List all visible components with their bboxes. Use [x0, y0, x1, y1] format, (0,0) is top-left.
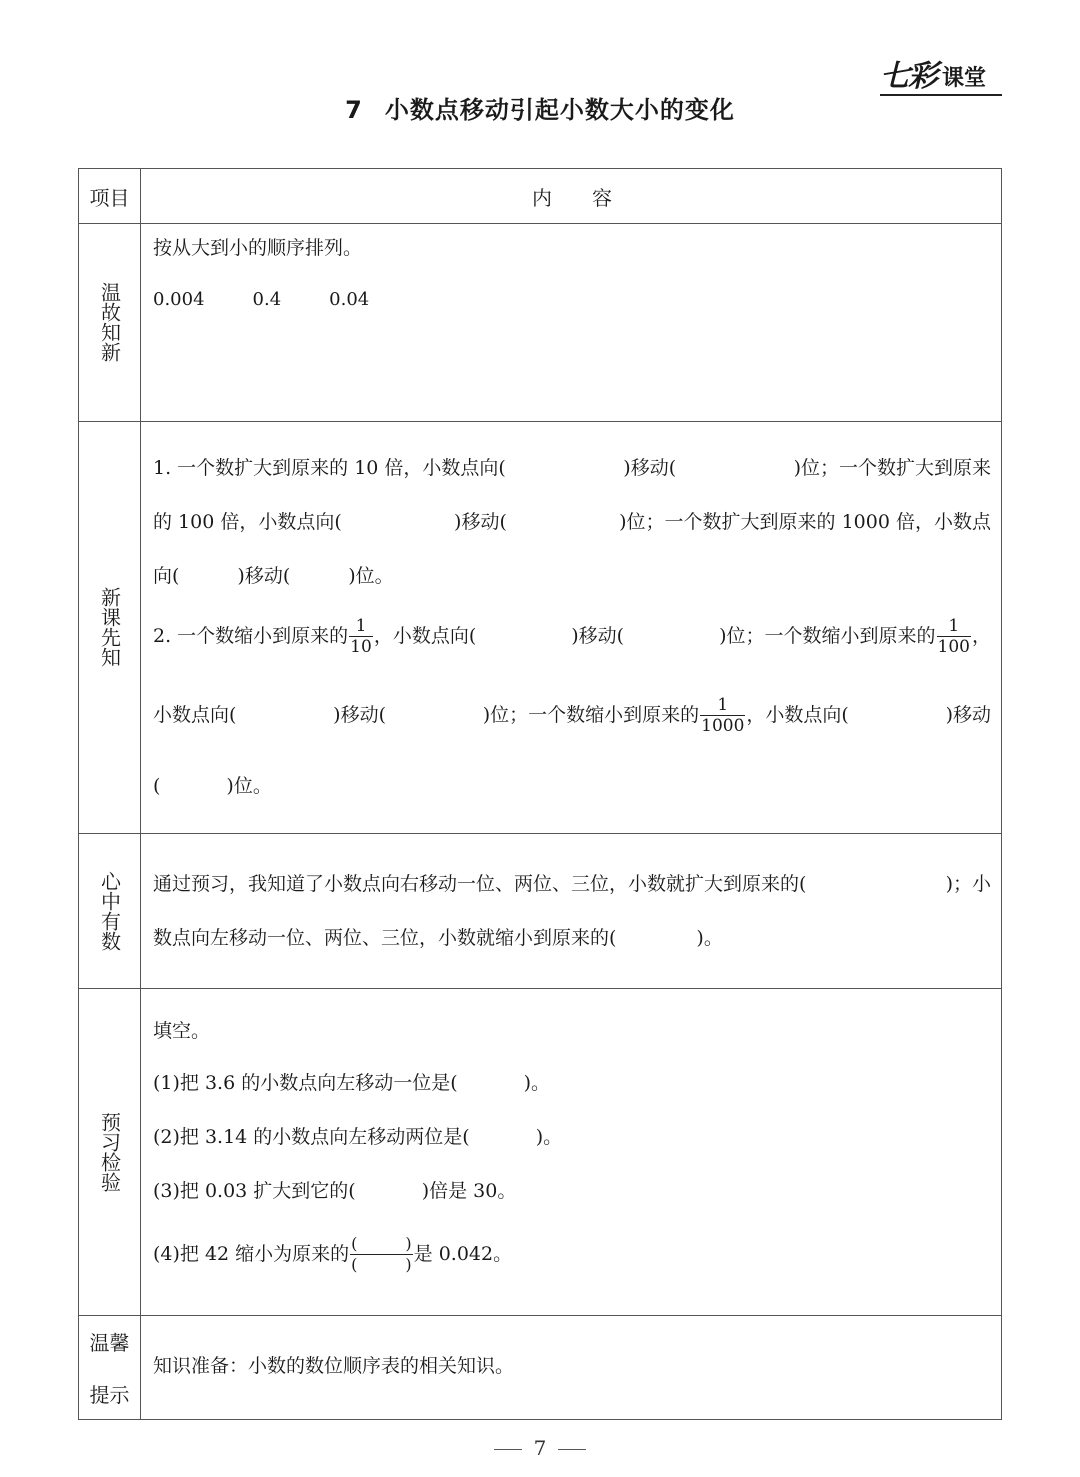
- summary-line1-text: 通过预习，我知道了小数点向右移动一位、两位、三位，小数就扩大到原来的(: [153, 873, 807, 895]
- new-lesson-label: 新课先知: [97, 587, 122, 667]
- tips-text: 知识准备：小数的数位顺序表的相关知识。: [153, 1355, 515, 1377]
- number-item: 0.04: [329, 289, 370, 310]
- check-q4-text: 是 0.042。: [413, 1243, 513, 1265]
- q2-line1-text: 2. 一个数缩小到原来的: [153, 625, 349, 647]
- brand-main-text: 七彩: [880, 59, 936, 94]
- check-label: 预习检验: [97, 1111, 122, 1192]
- header-item-cell: [79, 169, 140, 223]
- summary-line2: [153, 923, 723, 953]
- summary-content: [153, 833, 993, 988]
- summary-label-cell: [79, 833, 140, 988]
- q1-line3-text: 向(: [153, 565, 180, 587]
- fraction-one-hundredth: $\frac{1}{100}$: [937, 615, 970, 657]
- q2-line1-text: )移动(: [571, 625, 625, 647]
- q1-line2: [153, 507, 991, 537]
- header-item: 项目: [89, 185, 130, 210]
- blank-fraction: $\frac{( )}{( )}$: [351, 1233, 412, 1274]
- summary-line2-text: )。: [696, 927, 723, 949]
- q1-line1-text: )位；一个数扩大到原来: [793, 457, 991, 479]
- q1-line1-text: 1. 一个数扩大到原来的 10 倍，小数点向(: [153, 457, 506, 479]
- q2-line2-text: )位；一个数缩小到原来的: [482, 704, 700, 726]
- summary-line1: [153, 869, 991, 899]
- review-label: 温故知新: [97, 282, 122, 362]
- page-number: [0, 1436, 1080, 1460]
- column-divider: [140, 169, 141, 1419]
- review-numbers: [153, 285, 369, 315]
- page-number-text: 7: [533, 1436, 547, 1460]
- number-item: 0.4: [252, 289, 282, 310]
- check-q3: [153, 1176, 516, 1206]
- check-q3-text: )倍是 30。: [421, 1180, 517, 1202]
- q1-line2-text: )位；一个数扩大到原来的 1000 倍，小数点: [619, 511, 991, 533]
- check-q4: [153, 1232, 512, 1276]
- q2-line1: [153, 615, 991, 657]
- q2-line2-text: )移动(: [333, 704, 386, 726]
- check-q2-text: )。: [535, 1126, 563, 1148]
- q2-line3: [153, 771, 272, 801]
- q1-line3-text: )移动(: [237, 565, 291, 587]
- check-q1-text: (1)把 3.6 的小数点向左移动一位是(: [153, 1072, 458, 1094]
- review-label-cell: [79, 223, 140, 421]
- tips-label-cell: [79, 1315, 140, 1419]
- dash-right: [558, 1449, 586, 1450]
- lesson-title: 小数点移动引起小数大小的变化: [384, 96, 735, 124]
- q1-line2-text: 的 100 倍，小数点向(: [153, 511, 342, 533]
- review-content: [153, 223, 993, 421]
- header-content: 内 容: [532, 185, 612, 210]
- check-content: [153, 988, 993, 1315]
- check-q2: [153, 1122, 562, 1152]
- summary-label: 心中有数: [97, 870, 122, 951]
- q1-line1-text: )移动(: [623, 457, 677, 479]
- q1-line3-text: )位。: [348, 565, 394, 587]
- dash-left: [494, 1449, 522, 1450]
- q2-line2-text: ，小数点向(: [746, 704, 849, 726]
- check-q3-text: (3)把 0.03 扩大到它的(: [153, 1180, 356, 1202]
- fraction-one-tenth: $\frac{1}{10}$: [350, 615, 372, 657]
- header-content-cell: [141, 169, 1003, 223]
- summary-line1-text: )；小: [945, 873, 991, 895]
- number-item: 0.004: [153, 289, 205, 310]
- tips-content: [153, 1315, 993, 1419]
- q2-line2-text: )移动: [945, 704, 991, 726]
- q1-line3: [153, 561, 394, 591]
- brand-sub-text: 课堂: [942, 65, 987, 91]
- check-q1: [153, 1068, 550, 1098]
- q2-line1-text: ，小数点向(: [373, 625, 477, 647]
- q2-line3-text: )位。: [226, 775, 272, 797]
- lesson-number: 7: [345, 96, 363, 124]
- check-q2-text: (2)把 3.14 的小数点向左移动两位是(: [153, 1126, 470, 1148]
- check-label-cell: [79, 988, 140, 1315]
- new-lesson-label-cell: [79, 421, 140, 833]
- check-q4-text: (4)把 42 缩小为原来的: [153, 1243, 350, 1265]
- q1-line2-text: )移动(: [454, 511, 507, 533]
- check-q1-text: )。: [523, 1072, 551, 1094]
- worksheet-table: [78, 168, 1002, 1420]
- page-title: [0, 90, 1080, 130]
- q2-line3-text: (: [153, 775, 161, 797]
- q2-line1-text: ，: [971, 625, 991, 647]
- summary-line2-text: 数点向左移动一位、两位、三位，小数就缩小到原来的(: [153, 927, 617, 949]
- q2-line2: [153, 693, 991, 737]
- check-instruction: 填空。: [153, 1020, 211, 1042]
- q1-line1: [153, 453, 991, 483]
- tips-label-bottom: 提示: [89, 1382, 130, 1407]
- tips-label-top: 温馨: [89, 1330, 130, 1355]
- q2-line1-text: )位；一个数缩小到原来的: [719, 625, 936, 647]
- review-instruction: 按从大到小的顺序排列。: [153, 237, 363, 259]
- fraction-one-thousandth: $\frac{1}{1000}$: [701, 694, 745, 736]
- q2-line2-text: 小数点向(: [153, 704, 237, 726]
- new-lesson-content: [153, 421, 993, 833]
